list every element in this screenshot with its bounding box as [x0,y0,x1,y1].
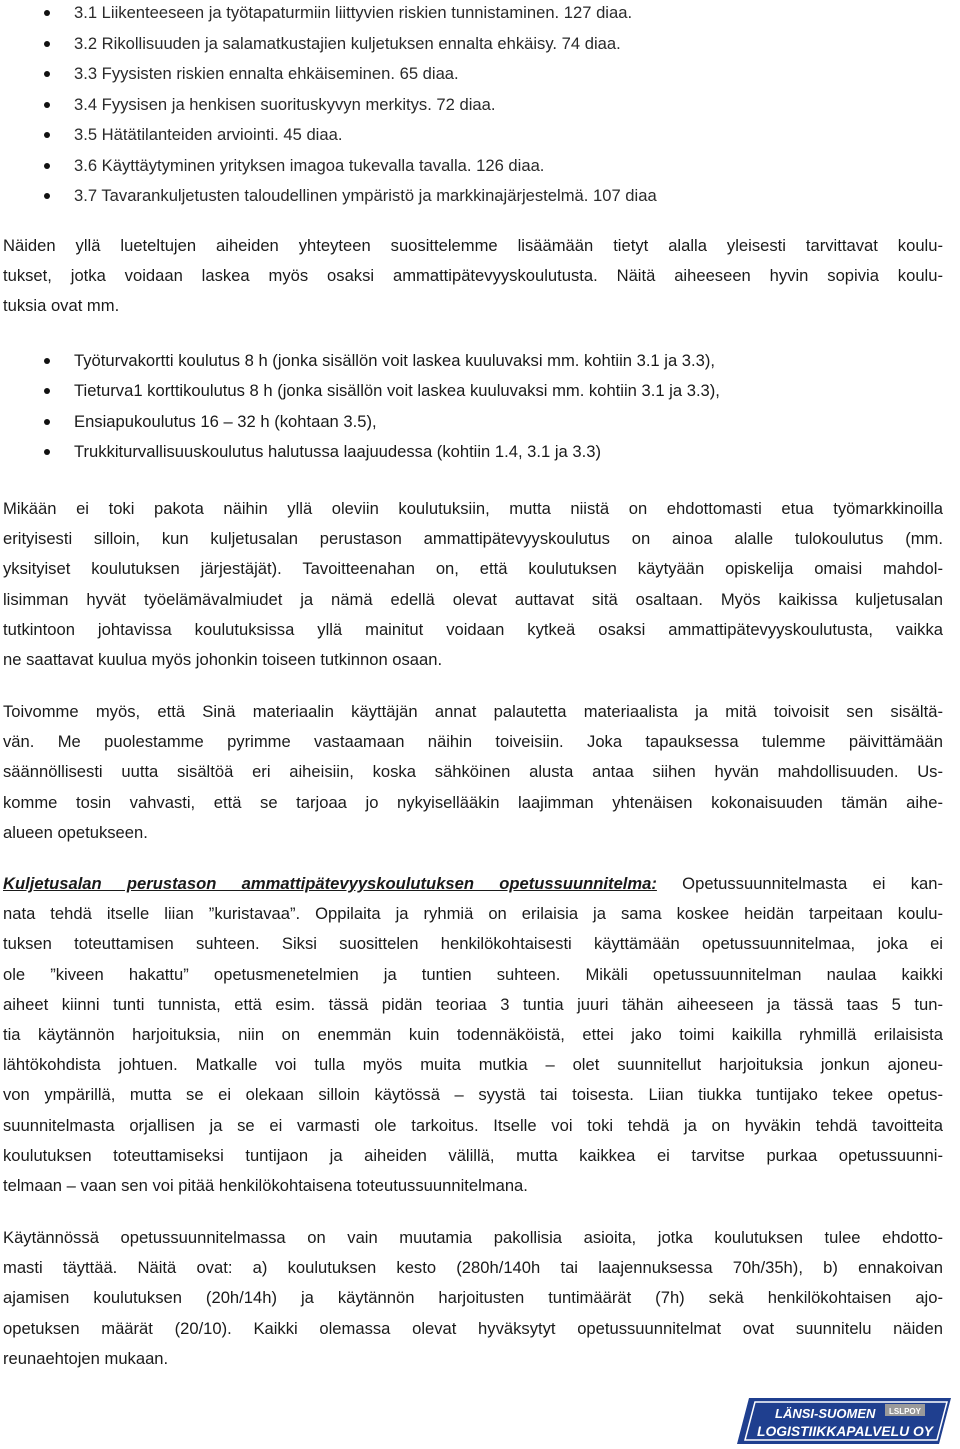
bullet-icon [44,193,50,199]
bullet-icon [44,102,50,108]
logo-line2: LOGISTIIKKAPALVELU OY [757,1423,935,1439]
logo-badge-text: LSLPOY [888,1407,922,1416]
paragraph-curriculum: Kuljetusalan perustason ammattipätevyyskoulutuksen opetussuunnitelma: Opetussuunnitelmasta ei kan- nata tehdä itselle liian ”kuristavaa”. Oppilaita ja ryhmiä on erilaisia ja sama koskee heidän tarpeitaan koulu- tuksen toteuttamisen suhteen. Siksi suosittelen henkilökohtaisesti käyttämään opetussuunnitelmaa, joka ei ole ”kiveen hakattu” opetusmenetelmien ja tuntien suhteen. Mikäli opetussuunnitelman naulaa kaikki aiheet kiinni tunti tunnista, että esim. tässä pidän teoriaa 3 tuntia juuri tähän aiheeseen ja tässä taas 5 tun- tia käytännön harjoituksia, niin on enemmän kuin todennäköistä, ettei jako toimi kaikilla ryhmillä erilaisista lähtökohdista johtuen. Matkalle voi tulla myös muita mutkia – olet suunnitellut harjoituksia jonkun ajoneu- von ympärillä, mutta se ei olekaan silloin käytössä – syystä tai toisesta. Liian tiukka tuntijako tekee opetus- suunnitelmasta orjallisen ja se ei varmasti ole tarkoitus. Itselle voi toki tehdä ja on hyväkin tehdä tavoitteita koulutuksen toteuttamiseksi tuntijaon ja aiheiden välillä, mutta kaikkea ei tarvitse purkaa opetussuunni- telmaan – vaan sen voi pitää henkilökohtaisena toteutussuunnitelmana. [3,874,943,1196]
list-item: 3.5 Hätätilanteiden arviointi. 45 diaa. [0,120,960,151]
bullet-icon [44,388,50,394]
bullet-icon [44,163,50,169]
curriculum-heading: Kuljetusalan perustason ammattipätevyyskoulutuksen opetussuunnitelma: [3,874,657,893]
paragraph-requirements: Käytännössä opetussuunnitelmassa on vain muutamia pakollisia asioita, jotka koulutuksen tulee ehdotto- masti täyttää. Näitä ovat: a) koulutuksen kesto (280h/140h tai laajennuksessa 70h/35h), b) ennakoivan ajamisen koulutuksen (20h/14h) ja käytännön harjoitusten tuntimäärät (7h) sekä henkilökohtaisen ajo- opetuksen määrät (20/10). Kaikki olemassa olevat hyväksytyt opetussuunnitelmat ovat suunnitelu näiden reunaehtojen mukaan. [3,1228,943,1368]
bullet-icon [44,132,50,138]
bullet-icon [44,71,50,77]
company-logo [735,1396,953,1446]
list-item: 3.2 Rikollisuuden ja salamatkustajien kuljetuksen ennalta ehkäisy. 74 diaa. [0,29,960,60]
list-item: 3.4 Fyysisen ja henkisen suorituskyvyn merkitys. 72 diaa. [0,90,960,121]
paragraph-intro: Näiden yllä lueteltujen aiheiden yhteyteen suosittelemme lisäämään tietyt alalla yleisesti tarvittavat koulu- tukset, jotka voidaan laskea myös osaksi ammattipätevyyskoulutusta. Näitä aiheeseen hyvin sopivia koulu- tuksia ovat mm. [3,236,943,316]
bullet-icon [44,449,50,455]
topic-list [0,0,960,212]
bullet-icon [44,419,50,425]
bullet-icon [44,10,50,16]
list-item: Työturvakortti koulutus 8 h (jonka sisällön voit laskea kuuluvaksi mm. kohtiin 3.1 ja 3.3), [0,346,960,376]
bullet-icon [44,41,50,47]
bullet-icon [44,358,50,364]
course-list [0,346,960,467]
list-item: 3.1 Liikenteeseen ja työtapaturmiin liittyvien riskien tunnistaminen. 127 diaa. [0,0,960,29]
paragraph-feedback: Toivomme myös, että Sinä materiaalin käyttäjän annat palautetta materiaalista ja mitä toivoisit sen sisältä- vän. Me puolestamme pyrimme vastaamaan näihin toiveisiin. Joka tapauksessa tulemme päivittämään säännöllisesti uutta sisältöä eri aiheisiin, koska sähköinen alusta antaa siihen hyvän mahdollisuuden. Us- komme tosin vahvasti, että se tarjoaa jo nykyisellääkin laajimman yhtenäisen kokonaisuuden tämän aihe- alueen opetukseen. [3,702,943,842]
logo-line1: LÄNSI-SUOMEN [775,1406,876,1421]
list-item: 3.3 Fyysisten riskien ennalta ehkäiseminen. 65 diaa. [0,59,960,90]
list-item: Trukkiturvallisuuskoulutus halutussa laajuudessa (kohtiin 1.4, 3.1 ja 3.3) [0,437,960,467]
list-item: Tieturva1 korttikoulutus 8 h (jonka sisällön voit laskea kuuluvaksi mm. kohtiin 3.1 ja 3.3), [0,376,960,406]
paragraph-courses: Mikään ei toki pakota näihin yllä oleviin koulutuksiin, mutta niistä on ehdottomasti etua työmarkkinoilla erityisesti silloin, kun kuljetusalan perustason ammattipätevyyskoulutus on ainoa alalle tulokoulutus (mm. yksityiset koulutuksen järjestäjät). Tavoitteenahan on, että koulutuksen käytyään opiskelija omaisi mahdol- lisimman hyvät työelämävalmiudet ja nämä edellä olevat auttavat sitä osaltaan. Myös kaikissa kuljetusalan tutkintoon johtavissa koulutuksissa yllä mainitut voidaan kytkeä osaksi ammattipätevyyskoulutusta, vaikka ne saattavat kuulua myös johonkin toiseen tutkinnon osaan. [3,499,943,670]
list-item: Ensiapukoulutus 16 – 32 h (kohtaan 3.5), [0,407,960,437]
list-item: 3.7 Tavarankuljetusten taloudellinen ympäristö ja markkinajärjestelmä. 107 diaa [0,181,960,212]
list-item: 3.6 Käyttäytyminen yrityksen imagoa tukevalla tavalla. 126 diaa. [0,151,960,182]
